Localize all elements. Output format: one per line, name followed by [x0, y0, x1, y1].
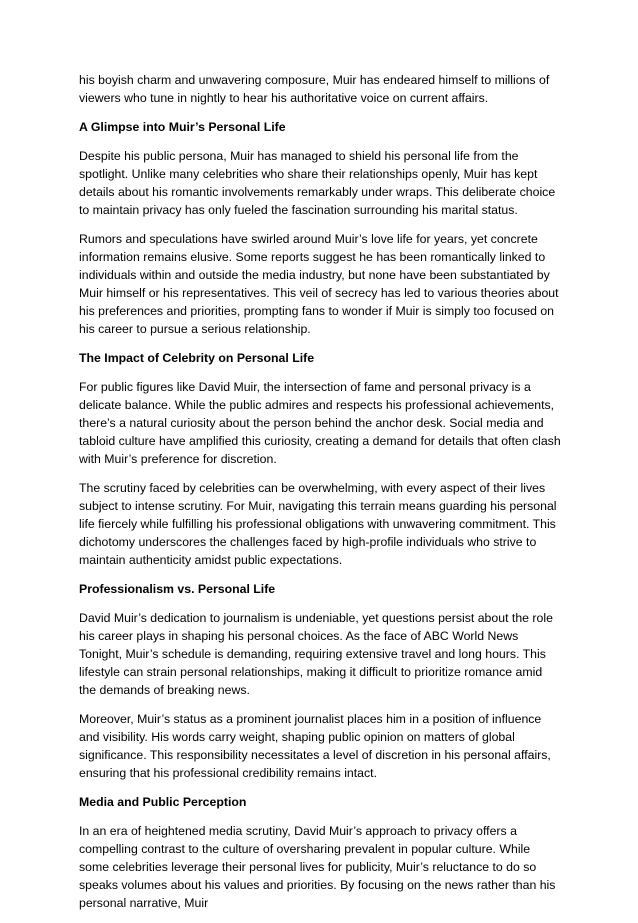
document-page — [79, 71, 561, 923]
paragraph-media-scrutiny: In an era of heightened media scrutiny, David Muir’s approach to privacy offers a compelling contrast to the culture of oversharing prevalent in popular culture. While some celebrities leverage their personal lives for publicity, Muir’s reluctance to do so speaks volumes about his values and priorities. By focusing on the news rather than his personal narrative, Muir — [79, 824, 556, 910]
paragraph-dedication: David Muir’s dedication to journalism is undeniable, yet questions persist about the role his career plays in shaping his personal choices. As the face of ABC World News Tonight, Muir’s schedule is demanding, requiring extensive travel and long hours. This lifestyle can strain personal relationships, making it difficult to prioritize romance amid the demands of breaking news. — [79, 611, 553, 697]
paragraph-rumors: Rumors and speculations have swirled around Muir’s love life for years, yet concrete information remains elusive. Some reports suggest he has been romantically linked to individuals within and outside the media industry, but none have been substantiated by Muir himself or his representatives. This veil of secrecy has led to various theories about his preferences and priorities, prompting fans to wonder if Muir is simply too focused on his career to pursue a serious relationship. — [79, 232, 559, 336]
section-heading-media-perception: Media and Public Perception — [79, 795, 247, 809]
paragraph-public-persona: Despite his public persona, Muir has managed to shield his personal life from the spotlight. Unlike many celebrities who share their relationships openly, Muir has kept details about his romantic involvements remarkably under wraps. This deliberate choice to maintain privacy has only fueled the fascination surrounding his marital status. — [79, 149, 556, 217]
paragraph-status: Moreover, Muir’s status as a prominent journalist places him in a position of influence and visibility. His words carry weight, shaping public opinion on matters of global significance. This responsibility necessitates a level of discretion in his personal affairs, ensuring that his professional credibility remains intact. — [79, 712, 551, 780]
paragraph-fame-privacy: For public figures like David Muir, the intersection of fame and personal privacy is a delicate balance. While the public admires and respects his professional achievements, there’s a natural curiosity about the person behind the anchor desk. Social media and tabloid culture have amplified this curiosity, creating a demand for details that often clash with Muir’s preference for discretion. — [79, 380, 561, 466]
section-heading-personal-life: A Glimpse into Muir’s Personal Life — [79, 120, 286, 134]
section-heading-professionalism: Professionalism vs. Personal Life — [79, 582, 276, 596]
paragraph-intro: his boyish charm and unwavering composure, Muir has endeared himself to millions of viewers who tune in nightly to hear his authoritative voice on current affairs. — [79, 73, 550, 105]
section-heading-celebrity-impact: The Impact of Celebrity on Personal Life — [79, 351, 315, 365]
paragraph-scrutiny: The scrutiny faced by celebrities can be overwhelming, with every aspect of their lives subject to intense scrutiny. For Muir, navigating this terrain means guarding his personal life fiercely while fulfilling his professional obligations with unwavering commitment. This dichotomy underscores the challenges faced by high-profile individuals who strive to maintain authenticity amidst public expectations. — [79, 481, 557, 567]
